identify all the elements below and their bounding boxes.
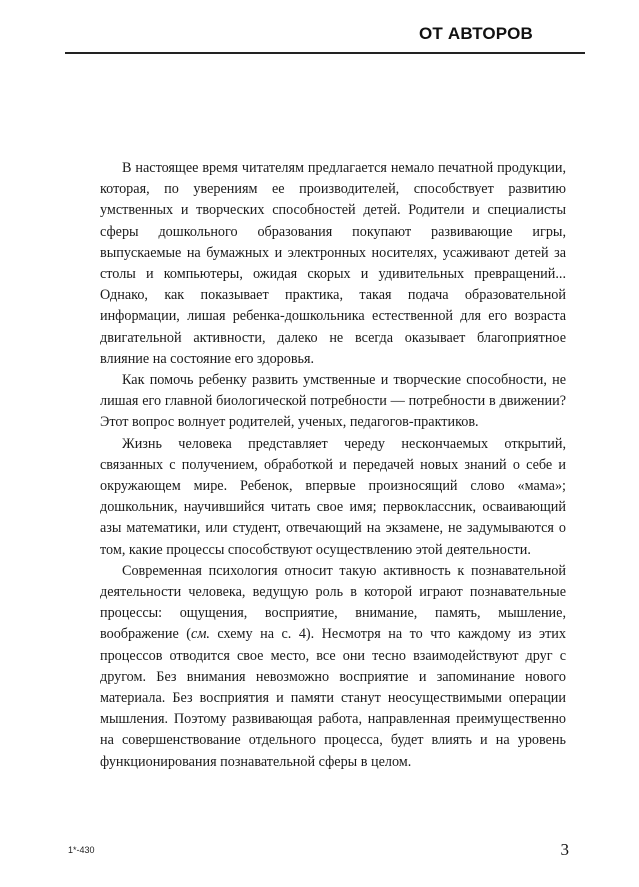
paragraph-text: Современная психология относит такую активность к познавательной деятельности человека, ведущую роль в которой играют познавательные процессы: ощущения, восприятие, внимание, память, мышление, воображение ( <box>100 562 566 643</box>
paragraph: Как помочь ребенку развить умственные и творческие способности, не лишая его главной биологической потребности — потребности в движении? Этот вопрос волнует родителей, ученых, педагогов-практиков. <box>100 372 566 431</box>
page-number: 3 <box>560 840 569 859</box>
body-text <box>100 158 566 773</box>
see-abbreviation: см. <box>191 626 210 643</box>
paragraph-text: схему на с. 4). Несмотря на то что каждому из этих процессов отводится свое место, все они тесно взаимодействуют друг с другом. Без внимания невозможно восприятие и запоминание нового материала. Без восприятия и памяти станут неосуществимыми операции мышления. Поэтому развивающая работа, направленная преимущественно на совершенствование отдельного процесса, будет влиять и на уровень функционирования познавательной сферы в целом. <box>100 626 566 770</box>
paragraph <box>100 561 566 773</box>
header-rule <box>65 52 585 54</box>
signature-code: 1*-430 <box>68 845 95 855</box>
page-title: ОТ АВТОРОВ <box>418 24 533 43</box>
paragraph: В настоящее время читателям предлагается немало печатной продукции, которая, по уверениям ее производителей, способствует развитию умственных и творческих способностей детей. Родители и специалисты сферы дошкольного образования покупают развивающие игры, выпускаемые на бумажных и электронных носителях, усаживают детей за столы и компьютеры, ожидая скорых и удивительных превращений... Однако, как показывает практика, такая подача образовательной информации, лишая ребенка-дошкольника естественной для его возраста двигательной активности, далеко не всегда оказывает благоприятное влияние на состояние его здоровья. <box>100 160 566 367</box>
page-header <box>65 18 585 56</box>
paragraph: Жизнь человека представляет череду нескончаемых открытий, связанных с получением, обработкой и передачей новых знаний о себе и окружающем мире. Ребенок, впервые произносящий слово «мама»; дошкольник, научившийся читать свое имя; первоклассник, осваивающий азы математики, или студент, отвечающий на экзамене, не задумываются о том, какие процессы способствуют осуществлению этой деятельности. <box>100 435 566 558</box>
